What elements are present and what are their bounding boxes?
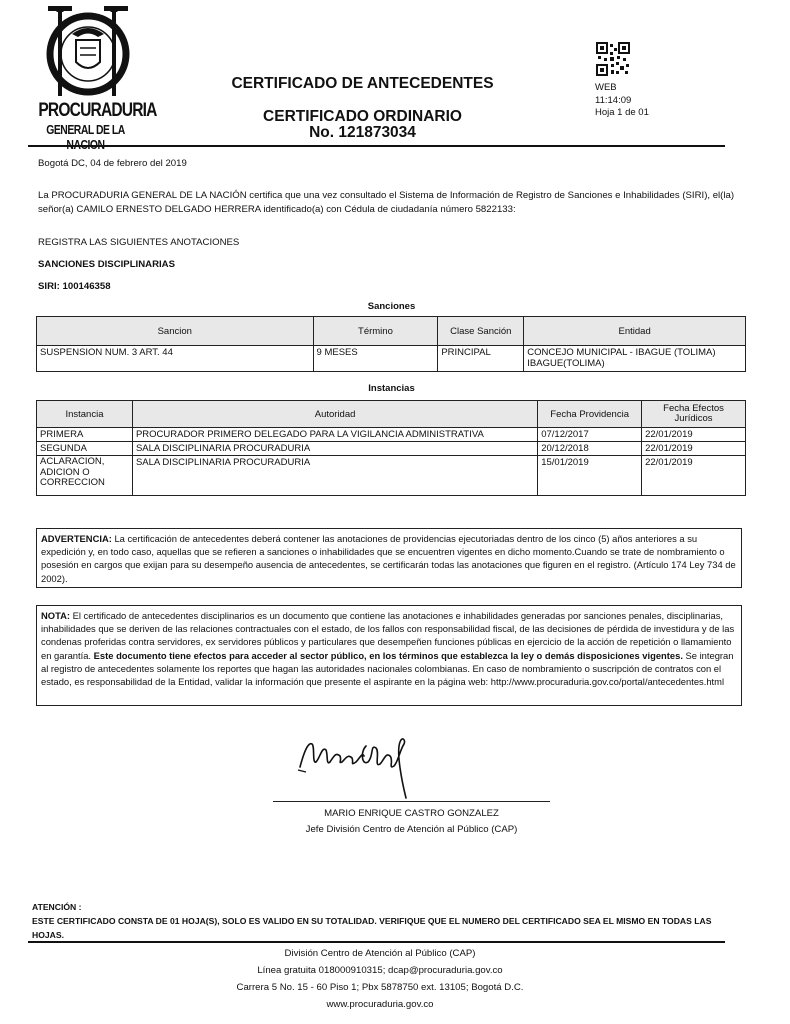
document-subtitle: CERTIFICADO ORDINARIO bbox=[263, 108, 462, 125]
signatory-name: MARIO ENRIQUE CASTRO GONZALEZ bbox=[324, 808, 499, 819]
table-cell: 22/01/2019 bbox=[642, 456, 746, 496]
advertencia-label: ADVERTENCIA: bbox=[41, 533, 112, 544]
header-divider bbox=[28, 145, 725, 147]
coat-of-arms-icon bbox=[28, 4, 143, 104]
signature-icon bbox=[290, 722, 440, 800]
table-cell: SALA DISCIPLINARIA PROCURADURIA bbox=[132, 456, 537, 496]
nota-text: El certificado de antecedentes disciplinarios es un documento que contiene las anotaciones e inhabilidades generadas por sanciones penales, disciplinarias, inhabilidades que se deriven de las relaciones contractuales con el estado, de los fallos con responsabilidad fiscal, de las decisiones de pérdida de investidura y de las condenas proferidas contra servidores, ex servidores públicos y particulares que desempeñen funciones públicas en ejercicio de la acción de repetición o llamamiento en garantía. bbox=[41, 610, 735, 661]
document-meta bbox=[595, 82, 649, 120]
instancias-table bbox=[36, 400, 746, 496]
column-header: Término bbox=[313, 317, 438, 346]
table-cell: 07/12/2017 bbox=[538, 428, 642, 442]
footer-address: Carrera 5 No. 15 - 60 Piso 1; Pbx 5878750 ext. 13105; Bogotá D.C. bbox=[236, 982, 524, 993]
column-header: Fecha Providencia bbox=[538, 401, 642, 428]
document-title: CERTIFICADO DE ANTECEDENTES bbox=[231, 75, 494, 92]
table-cell: ACLARACION, ADICION O CORRECCION bbox=[37, 456, 133, 496]
table-header-row bbox=[37, 317, 746, 346]
table-cell: 20/12/2018 bbox=[538, 442, 642, 456]
table-row bbox=[37, 456, 746, 496]
nota-emphasis: Este documento tiene efectos para acceder al sector público, en los términos que establezca la ley o demás disposiciones vigentes. bbox=[93, 649, 683, 661]
footer-website: www.procuraduria.gov.co bbox=[326, 999, 434, 1010]
column-header: Sancion bbox=[37, 317, 314, 346]
table-cell: SEGUNDA bbox=[37, 442, 133, 456]
table-cell: PROCURADOR PRIMERO DELEGADO PARA LA VIGILANCIA ADMINISTRATIVA bbox=[132, 428, 537, 442]
table-cell: 22/01/2019 bbox=[642, 442, 746, 456]
signature-line bbox=[273, 801, 550, 802]
siri-number: SIRI: 100146358 bbox=[38, 281, 111, 292]
column-header: Entidad bbox=[524, 317, 746, 346]
certificate-number: No. 121873034 bbox=[309, 124, 416, 141]
atencion-text: ESTE CERTIFICADO CONSTA DE 01 HOJA(S), SOLO ES VALIDO EN SU TOTALIDAD. VERIFIQUE QUE EL NUMERO DEL CERTIFICADO SEA EL MISMO EN TODAS LAS HOJAS. bbox=[32, 916, 712, 940]
nota-label: NOTA: bbox=[41, 610, 70, 621]
column-header: Fecha Efectos Jurídicos bbox=[642, 401, 746, 428]
nota-text-continued: Se integran al registro de antecedentes solamente los reportes que hagan las autoridades nacionales colombianas. En caso de nombramiento o suscripción de contratos con el estado, es responsabilidad de la Entidad, validar la información que presente el aspirante en la página web: http://www.procuraduria.gov.co/portal/antecedentes.html bbox=[41, 649, 734, 688]
table-header-row bbox=[37, 401, 746, 428]
table-cell: CONCEJO MUNICIPAL - IBAGUE (TOLIMA) IBAGUE(TOLIMA) bbox=[524, 346, 746, 372]
table-cell: 9 MESES bbox=[313, 346, 438, 372]
table-cell: PRINCIPAL bbox=[438, 346, 524, 372]
meta-time: 11:14:09 bbox=[595, 94, 632, 106]
column-header: Instancia bbox=[37, 401, 133, 428]
signatory-role: Jefe División Centro de Atención al Público (CAP) bbox=[305, 824, 518, 835]
table-row bbox=[37, 428, 746, 442]
column-header: Autoridad bbox=[132, 401, 537, 428]
column-header: Clase Sanción bbox=[438, 317, 524, 346]
table-cell: SUSPENSION NUM. 3 ART. 44 bbox=[37, 346, 314, 372]
meta-source: WEB bbox=[595, 82, 617, 93]
table-cell: SALA DISCIPLINARIA PROCURADURIA bbox=[132, 442, 537, 456]
footer-divider bbox=[28, 941, 725, 943]
advertencia-text: La certificación de antecedentes deberá contener las anotaciones de providencias ejecutoriadas dentro de los cinco (5) años anteriores a su expedición y, en todo caso, aquellas que se refieren a sanciones o inhabilidades que se encuentren vigentes en dicho momento.Cuando se trate de nombramiento o posesión en cargos que exijan para su desempeño ausencia de antecedentes, se certificarán todas las anotaciones que figuren en el registro. (Artículo 174 Ley 734 de 2002). bbox=[41, 533, 736, 584]
registra-line: REGISTRA LAS SIGUIENTES ANOTACIONES bbox=[38, 237, 240, 248]
nota-box bbox=[36, 605, 742, 706]
logo-text-secondary: GENERAL DE LA bbox=[46, 122, 125, 137]
procuraduria-logo bbox=[28, 4, 157, 144]
advertencia-box bbox=[36, 528, 742, 588]
sanciones-table bbox=[36, 316, 746, 372]
meta-page: Hoja 1 de 01 bbox=[595, 107, 649, 118]
atencion-label: ATENCIÓN : bbox=[32, 902, 82, 912]
intro-paragraph: La PROCURADURIA GENERAL DE LA NACIÓN certifica que una vez consultado el Sistema de Información de Registro de Sanciones e Inhabilidades (SIRI), el(la) señor(a) CAMILO ERNESTO DELGADO HERRERA identificado(a) con Cédula de ciudadanía número 5822133: bbox=[38, 190, 735, 215]
table-row bbox=[37, 442, 746, 456]
sanciones-heading: SANCIONES DISCIPLINARIAS bbox=[38, 259, 175, 270]
footer-division: División Centro de Atención al Público (CAP) bbox=[284, 948, 476, 959]
table-cell: 15/01/2019 bbox=[538, 456, 642, 496]
qr-code-icon bbox=[596, 42, 630, 76]
table-cell: PRIMERA bbox=[37, 428, 133, 442]
logo-text-primary: PROCURADURIA bbox=[38, 100, 157, 121]
table-row bbox=[37, 346, 746, 372]
table-cell: 22/01/2019 bbox=[642, 428, 746, 442]
sanciones-table-title: Sanciones bbox=[367, 301, 416, 312]
date-line: Bogotá DC, 04 de febrero del 2019 bbox=[38, 158, 187, 169]
footer-contact: Línea gratuita 018000910315; dcap@procuraduria.gov.co bbox=[257, 965, 503, 976]
instancias-table-title: Instancias bbox=[368, 383, 415, 394]
